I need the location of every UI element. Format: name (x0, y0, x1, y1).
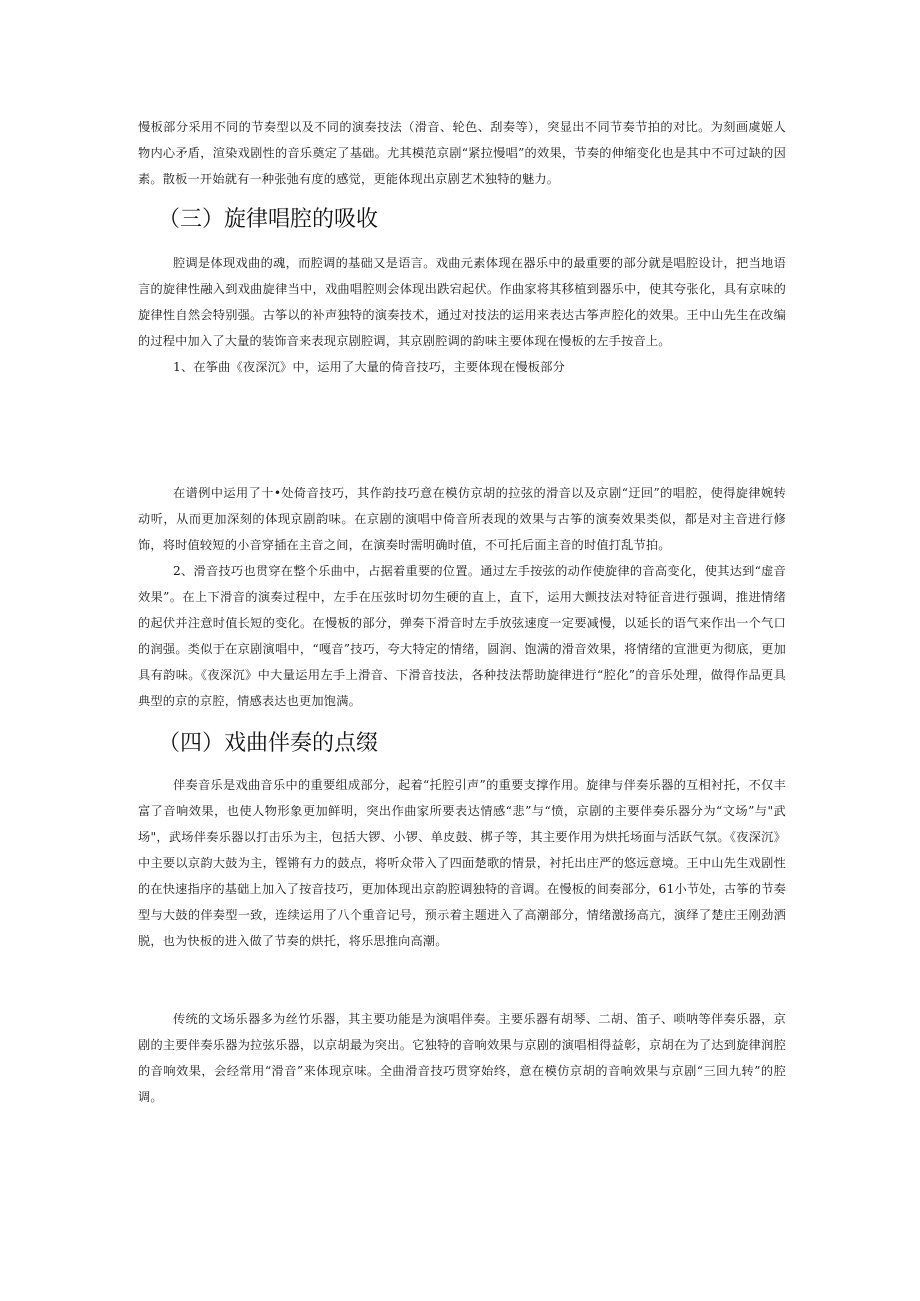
paragraph-slow-section: 慢板部分采用不同的节奏型以及不同的演奏技法（滑音、轮色、刮奏等），突显出不同节奏节拍的对比。为刻画虞姬人物内心矛盾，渲染戏剧性的音乐奠定了基础。尤其模范京剧“紧拉慢唱”的效果，节奏的伸缩变化也是其中不可过缺的因素。散板一开始就有一种张弛有度的感觉，更能体现出京剧艺术独特的魅力。 (138, 120, 786, 186)
paragraph-block-3 (138, 480, 786, 714)
paragraph-glide-technique: 2、滑音技巧也贯穿在整个乐曲中，占据着重要的位置。通过左手按弦的动作使旋律的音高变化，使其达到“虚音效果”。在上下滑音的演奏过程中，左手在压弦时切勿生硬的直上，直下，运用大颤技法对特征音进行强调，推进情绪的起伏并注意时值长短的变化。在慢板的部分，弹奏下滑音时左手放弦速度一定要减慢，以延长的语气来作出一个气口的润强。类似于在京剧演唱中，“嘎音”技巧，夸大特定的情绪，圆润、饱满的滑音效果，将情绪的宣泄更为彻底，更加具有韵味。《夜深沉》中大量运用左手上滑音、下滑音技法，各种技法帮助旋律进行“腔化”的音乐处理，做得作品更具典型的京的京腔，情感表达也更加饱满。 (138, 564, 786, 708)
paragraph-grace-note-detail: 在谱例中运用了十•处倚音技巧，其作韵技巧意在模仿京胡的拉弦的滑音以及京剧“迂回”的唱腔，使得旋律婉转动听，从而更加深刻的体现京剧韵味。在京剧的演唱中倚音所表现的效果与古筝的演奏效果类似，都是对主音进行修饰，将时值较短的小音穿插在主音之间，在演奏时需明确时值，不可托后面主音的时值打乱节拍。 (138, 486, 786, 552)
section-heading-4: （四）戏曲伴奏的点缀 (158, 731, 379, 756)
paragraph-block-4 (138, 772, 786, 954)
paragraph-melody-vocal: 腔调是体现戏曲的魂，而腔调的基础又是语言。戏曲元素体现在器乐中的最重要的部分就是唱腔设计，把当地语言的旋律性融入到戏曲旋律当中，戏曲唱腔则会体现出跌宕起伏。作曲家将其移植到器乐中，使其夸张化，具有京味的旋律性自然会特别强。古筝以的补声独特的演奏技术，通过对技法的运用来表达古筝声腔化的效果。王中山先生在改编的过程中加入了大量的装饰音来表现京剧腔调，其京剧腔调的韵味主要体现在慢板的左手按音上。 (138, 256, 786, 348)
section-heading-3: （三）旋律唱腔的吸收 (158, 207, 379, 232)
paragraph-string-instruments: 传统的文场乐器多为丝竹乐器，其主要功能是为演唱伴奏。主要乐器有胡琴、二胡、笛子、唢呐等伴奏乐器，京剧的主要伴奏乐器为拉弦乐器，以京胡最为突出。它独特的音响效果与京剧的演唱相得益彰，京胡在为了达到旋律润腔的音响效果，会经常用“滑音”来体现京味。全曲滑音技巧贯穿始终，意在模仿京胡的音响效果与京剧“三回九转”的腔调。 (138, 1012, 786, 1104)
paragraph-accompaniment: 伴奏音乐是戏曲音乐中的重要组成部分，起着“托腔引声”的重要支撑作用。旋律与伴奏乐器的互相衬托，不仅丰富了音响效果，也使人物形象更加鲜明，突出作曲家所要表达情感“悲”与“愤，京剧的主要伴奏乐器分为“文场”与"武场"，武场伴奏乐器以打击乐为主，包括大锣、小锣、单皮鼓、梆子等，其主要作用为烘托场面与活跃气氛。《夜深沉》中主要以京韵大鼓为主，铿锵有力的鼓点，将听众带入了四面楚歌的情景，衬托出庄严的悠远意境。王中山先生戏剧性的在快速指序的基础上加入了按音技巧，更加体现出京韵腔调独特的音调。在慢板的间奏部分，61小节处，古筝的节奏型与大鼓的伴奏型一致，连续运用了八个重音记号，预示着主题进入了高潮部分，情绪激扬高亢，演绎了楚庄王刚劲洒脱，也为快板的进入做了节奏的烘托，将乐思推向高潮。 (138, 778, 786, 948)
paragraph-grace-note-intro: 1、在筝曲《夜深沉》中，运用了大量的倚音技巧，主要体现在慢板部分 (173, 360, 565, 374)
paragraph-block-5 (138, 1006, 786, 1110)
paragraph-block-1 (138, 114, 786, 192)
paragraph-block-2 (138, 250, 786, 380)
